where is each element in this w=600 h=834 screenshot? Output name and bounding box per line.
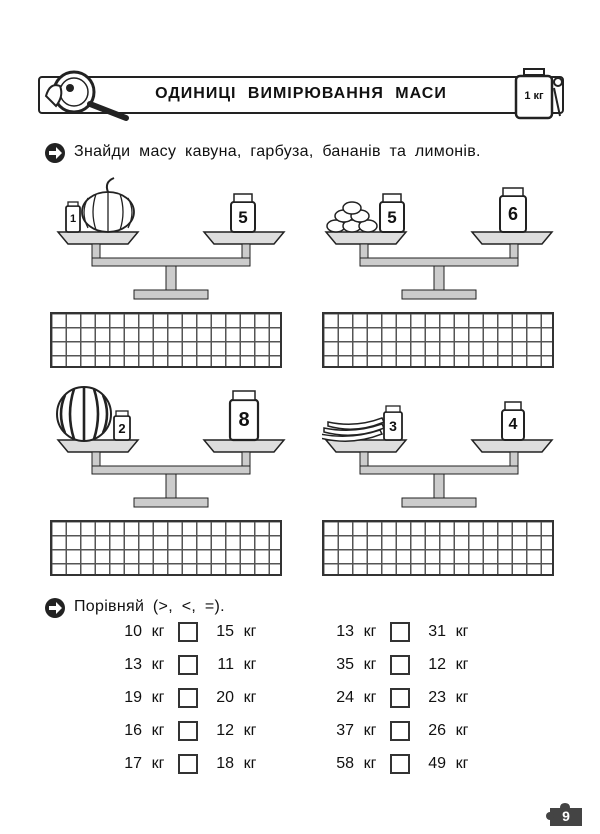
compare-row: 37 кг 26 кг [336,722,469,740]
magnifier-icon [40,66,132,122]
answer-grid-lemons[interactable] [322,312,554,368]
arrow-bullet-icon [44,597,66,619]
compare-answer-box[interactable] [390,754,410,774]
page-number: 9 [562,808,570,824]
left-weight-label: 2 [118,421,126,436]
weight-1kg-icon [514,68,564,120]
compare-answer-box[interactable] [390,655,410,675]
compare-answer-box[interactable] [390,721,410,741]
compare-answer-box[interactable] [390,622,410,642]
left-weight-label: 5 [387,208,397,227]
arrow-bullet-icon [44,142,66,164]
answer-grid-watermelon[interactable] [50,520,282,576]
compare-answer-box[interactable] [178,655,198,675]
compare-row: 35 кг 12 кг [336,656,469,674]
left-weight-label: 1 [69,213,77,225]
compare-list-right [324,622,504,780]
page-number-badge [546,802,586,828]
weight-label: 1 кг [524,90,544,102]
compare-answer-box[interactable] [178,688,198,708]
page-title: ОДИНИЦІ ВИМІРЮВАННЯ МАСИ [155,85,447,102]
watermelon-icon [57,387,111,441]
left-weight-label: 3 [389,418,397,434]
scale-watermelon [54,378,292,513]
compare-row: 24 кг 23 кг [336,689,469,707]
compare-answer-box[interactable] [390,688,410,708]
compare-answer-box[interactable] [178,721,198,741]
scale-pumpkin [54,170,292,305]
compare-answer-box[interactable] [178,754,198,774]
bananas-icon [322,418,384,441]
compare-row: 13 кг 11 кг [124,656,257,674]
compare-row: 16 кг 12 кг [124,722,257,740]
right-weight-label: 8 [238,409,250,431]
pumpkin-icon [82,178,134,232]
scale-bananas [322,378,560,513]
answer-grid-bananas[interactable] [322,520,554,576]
scale-lemons [322,170,560,305]
compare-answer-box[interactable] [178,622,198,642]
compare-list-left [112,622,292,780]
compare-row: 13 кг 31 кг [336,623,469,641]
task2-instruction: Порівняй (>, <, =). [74,598,225,615]
lemons-icon [327,202,377,232]
compare-row: 58 кг 49 кг [336,755,469,773]
compare-row: 19 кг 20 кг [124,689,257,707]
compare-row: 10 кг 15 кг [124,623,257,641]
answer-grid-pumpkin[interactable] [50,312,282,368]
right-weight-label: 4 [508,416,518,433]
right-weight-label: 5 [238,208,248,227]
compare-row: 17 кг 18 кг [124,755,257,773]
right-weight-label: 6 [507,204,518,224]
task1-instruction: Знайди масу кавуна, гарбуза, бананів та лимонів. [74,143,481,160]
